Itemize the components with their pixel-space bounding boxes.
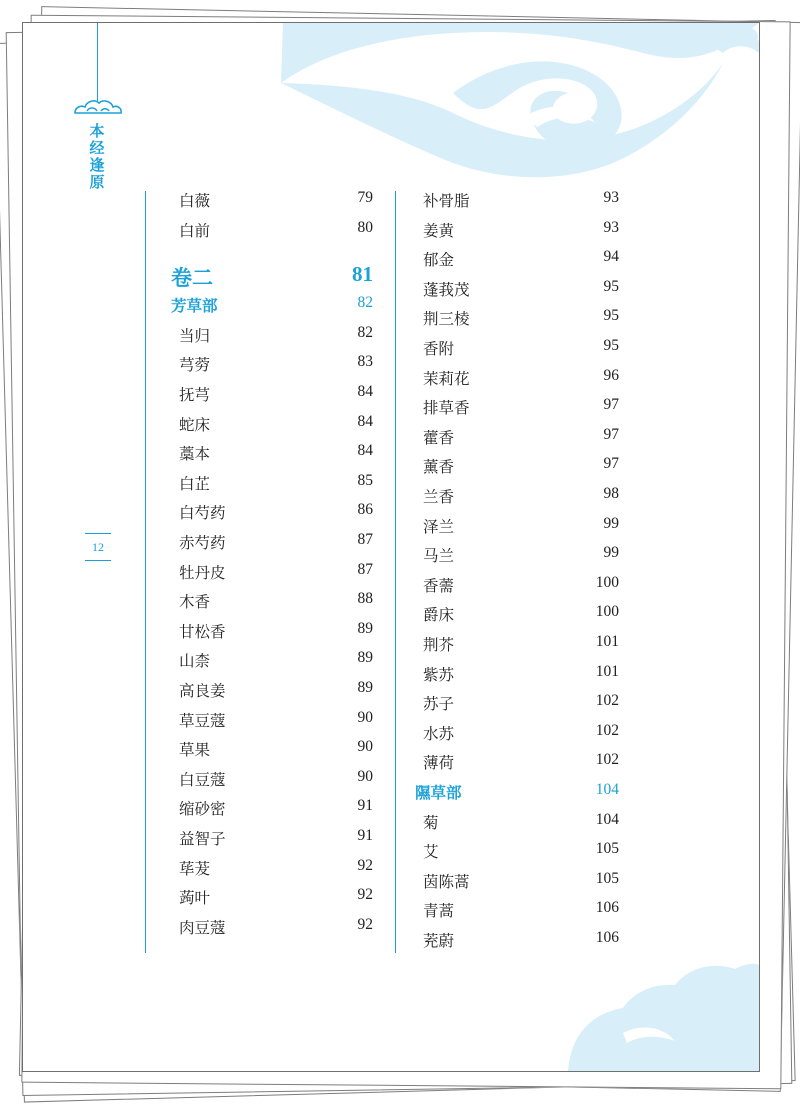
- toc-entry[interactable]: [423, 189, 619, 209]
- toc-entry[interactable]: [179, 649, 373, 669]
- toc-entry-page: 79: [357, 189, 373, 206]
- toc-entry-page: 102: [595, 692, 619, 710]
- toc-entry[interactable]: [423, 870, 619, 890]
- toc-entry-title: 荆芥: [423, 636, 455, 654]
- toc-entry[interactable]: [423, 396, 619, 416]
- toc-entry[interactable]: [179, 219, 373, 239]
- toc-entry[interactable]: [423, 515, 619, 535]
- toc-entry-page: 96: [603, 366, 619, 384]
- toc-entry-title: 青蒿: [423, 902, 455, 921]
- toc-entry-title: 赤芍药: [179, 534, 226, 552]
- toc-entry-page: 101: [595, 633, 619, 650]
- toc-entry-title: 肉豆蔻: [179, 918, 226, 937]
- toc-entry-title: 白豆蔻: [179, 770, 226, 789]
- toc-entry-title: 艾: [423, 843, 439, 862]
- toc-entry[interactable]: [179, 324, 373, 344]
- toc-entry-page: 85: [357, 471, 373, 489]
- toc-entry[interactable]: [179, 797, 373, 817]
- toc-entry-page: 97: [603, 455, 619, 473]
- toc-entry-title: 荜茇: [179, 859, 211, 878]
- toc-entry[interactable]: [179, 827, 373, 847]
- toc-entry[interactable]: [179, 738, 373, 758]
- toc-entry-page: 82: [357, 294, 373, 312]
- toc-entry-page: 104: [595, 810, 619, 828]
- toc-entry-page: 87: [357, 560, 373, 578]
- toc-entry-page: 91: [357, 827, 373, 844]
- toc-entry-title: 牡丹皮: [179, 563, 226, 582]
- toc-entry[interactable]: [423, 426, 619, 446]
- toc-entry-title: 茵陈蒿: [423, 872, 470, 891]
- toc-entry-title: 蛇床: [179, 415, 211, 434]
- toc-entry[interactable]: [423, 455, 619, 475]
- toc-entry[interactable]: [423, 603, 619, 623]
- toc-volume-heading[interactable]: [171, 262, 373, 290]
- toc-entry-title: 益智子: [179, 830, 226, 848]
- toc-entry-title: 隰草部: [415, 783, 462, 802]
- page-number: 12: [85, 533, 111, 561]
- toc-entry[interactable]: [179, 768, 373, 788]
- toc-entry-page: 101: [595, 662, 619, 680]
- toc-entry[interactable]: [423, 337, 619, 357]
- toc-entry-title: 兰香: [423, 488, 455, 506]
- toc-entry-page: 95: [603, 337, 619, 354]
- toc-entry-page: 94: [603, 248, 619, 266]
- toc-entry-page: 91: [357, 797, 373, 815]
- cloud-icon: [73, 97, 123, 119]
- toc-entry-title: 水苏: [423, 724, 455, 743]
- toc-entry-page: 87: [357, 531, 373, 548]
- toc-entry-title: 茉莉花: [423, 369, 470, 388]
- toc-entry-page: 82: [357, 323, 373, 341]
- toc-entry-title: 缩砂密: [179, 800, 226, 819]
- toc-entry-page: 83: [357, 353, 373, 371]
- toc-entry-page: 95: [603, 307, 619, 325]
- toc-entry[interactable]: [423, 485, 619, 505]
- toc-entry-title: 爵床: [423, 606, 455, 625]
- toc-entry-title: 高良姜: [179, 682, 226, 700]
- toc-entry-page: 81: [352, 262, 373, 287]
- toc-entry-title: 薄荷: [423, 754, 455, 773]
- toc-entry-title: 当归: [179, 326, 211, 345]
- toc-entry-title: 茺蔚: [423, 932, 455, 950]
- toc-entry-page: 89: [357, 649, 373, 667]
- toc-entry-title: 蓬莪茂: [423, 280, 470, 299]
- toc-entry[interactable]: [423, 219, 619, 239]
- toc-entry-title: 芎䓖: [179, 356, 211, 375]
- toc-entry[interactable]: [423, 811, 619, 831]
- toc-entry-title: 白前: [179, 221, 211, 240]
- toc-entry-page: 89: [357, 679, 373, 696]
- toc-entry-title: 蒟叶: [179, 889, 211, 908]
- toc-entry[interactable]: [423, 248, 619, 268]
- toc-entry-title: 马兰: [423, 547, 455, 566]
- toc-entry[interactable]: [423, 929, 619, 949]
- toc-section-heading[interactable]: [171, 294, 373, 314]
- right-column-rule: [395, 191, 396, 953]
- toc-entry-page: 106: [595, 899, 619, 917]
- toc-entry-title: 卷二: [171, 265, 213, 291]
- toc-entry-page: 97: [603, 396, 619, 414]
- toc-entry-title: 藁本: [179, 445, 211, 464]
- toc-entry[interactable]: [179, 472, 373, 492]
- toc-entry[interactable]: [179, 383, 373, 403]
- toc-entry-title: 草豆蔻: [179, 711, 226, 730]
- toc-entry-page: 92: [357, 886, 373, 904]
- toc-entry-page: 102: [595, 751, 619, 769]
- toc-entry-title: 芳草部: [171, 296, 218, 316]
- toc-entry-title: 香附: [423, 340, 455, 358]
- toc-entry-title: 菊: [423, 813, 439, 832]
- toc-entry-page: 100: [595, 573, 619, 591]
- toc-entry-page: 80: [357, 218, 373, 236]
- toc-entry-page: 90: [357, 767, 373, 785]
- toc-entry[interactable]: [423, 692, 619, 712]
- toc-entry-title: 荆三棱: [423, 310, 470, 329]
- toc-entry-title: 山柰: [179, 652, 211, 671]
- toc-entry-page: 97: [603, 425, 619, 443]
- toc-entry-page: 99: [603, 514, 619, 532]
- toc-entry-page: 95: [603, 277, 619, 295]
- toc-entry[interactable]: [179, 857, 373, 877]
- toc-entry[interactable]: [179, 501, 373, 521]
- toc-entry-page: 86: [357, 501, 373, 519]
- toc-entry-page: 104: [595, 781, 619, 798]
- toc-entry-page: 84: [357, 442, 373, 460]
- toc-entry-page: 84: [357, 383, 373, 400]
- toc-entry[interactable]: [423, 574, 619, 594]
- toc-entry[interactable]: [179, 413, 373, 433]
- toc-entry[interactable]: [179, 916, 373, 936]
- toc-entry[interactable]: [179, 886, 373, 906]
- book-page: [22, 22, 760, 1072]
- toc-entry-page: 99: [603, 544, 619, 562]
- toc-entry-page: 93: [603, 189, 619, 206]
- toc-entry[interactable]: [423, 663, 619, 683]
- toc-entry-title: 泽兰: [423, 517, 455, 536]
- toc-entry[interactable]: [423, 278, 619, 298]
- toc-entry[interactable]: [179, 531, 373, 551]
- cloud-decoration: [23, 23, 759, 1071]
- toc-entry-page: 84: [357, 412, 373, 430]
- toc-entry[interactable]: [179, 442, 373, 462]
- toc-entry-title: 藿香: [423, 428, 455, 447]
- toc-entry[interactable]: [179, 561, 373, 581]
- toc-entry-page: 100: [595, 603, 619, 621]
- toc-section-heading[interactable]: [415, 781, 619, 801]
- toc-entry-title: 白芷: [179, 474, 211, 493]
- toc-entry-title: 甘松香: [179, 622, 226, 641]
- toc-entry-title: 香薷: [423, 576, 455, 595]
- toc-entry[interactable]: [423, 751, 619, 771]
- toc-entry[interactable]: [423, 544, 619, 564]
- toc-entry[interactable]: [179, 620, 373, 640]
- toc-entry-page: 90: [357, 738, 373, 756]
- toc-entry-title: 白芍药: [179, 504, 226, 523]
- book-title-vertical: 本经逢原: [89, 122, 105, 191]
- toc-entry[interactable]: [423, 899, 619, 919]
- toc-entry-title: 排草香: [423, 399, 470, 418]
- side-hanging-line: [97, 23, 98, 101]
- toc-entry-page: 88: [357, 590, 373, 608]
- toc-entry-page: 93: [603, 218, 619, 236]
- toc-entry[interactable]: [179, 353, 373, 373]
- toc-entry-title: 姜黄: [423, 221, 455, 240]
- toc-entry-page: 89: [357, 619, 373, 637]
- toc-entry-title: 薰香: [423, 458, 455, 477]
- toc-entry-title: 补骨脂: [423, 192, 470, 210]
- toc-entry[interactable]: [423, 840, 619, 860]
- toc-entry-page: 102: [595, 721, 619, 739]
- toc-entry-title: 草果: [179, 741, 211, 760]
- toc-entry-title: 紫苏: [423, 665, 455, 684]
- toc-entry-page: 106: [595, 929, 619, 946]
- toc-entry-title: 苏子: [423, 695, 455, 714]
- toc-entry[interactable]: [179, 590, 373, 610]
- toc-entry-page: 90: [357, 708, 373, 726]
- toc-entry[interactable]: [423, 722, 619, 742]
- toc-entry[interactable]: [179, 679, 373, 699]
- toc-entry-page: 92: [357, 856, 373, 874]
- left-column-rule: [145, 191, 146, 953]
- toc-entry-page: 92: [357, 915, 373, 933]
- toc-entry-page: 105: [595, 840, 619, 858]
- toc-entry-title: 木香: [179, 593, 211, 612]
- toc-entry-page: 98: [603, 485, 619, 502]
- toc-entry-title: 抚芎: [179, 386, 211, 404]
- toc-entry-title: 白薇: [179, 192, 211, 210]
- toc-entry[interactable]: [423, 307, 619, 327]
- toc-entry-page: 105: [595, 869, 619, 887]
- toc-entry[interactable]: [423, 367, 619, 387]
- toc-entry[interactable]: [179, 189, 373, 209]
- toc-entry[interactable]: [423, 633, 619, 653]
- toc-entry[interactable]: [179, 709, 373, 729]
- toc-entry-title: 郁金: [423, 251, 455, 270]
